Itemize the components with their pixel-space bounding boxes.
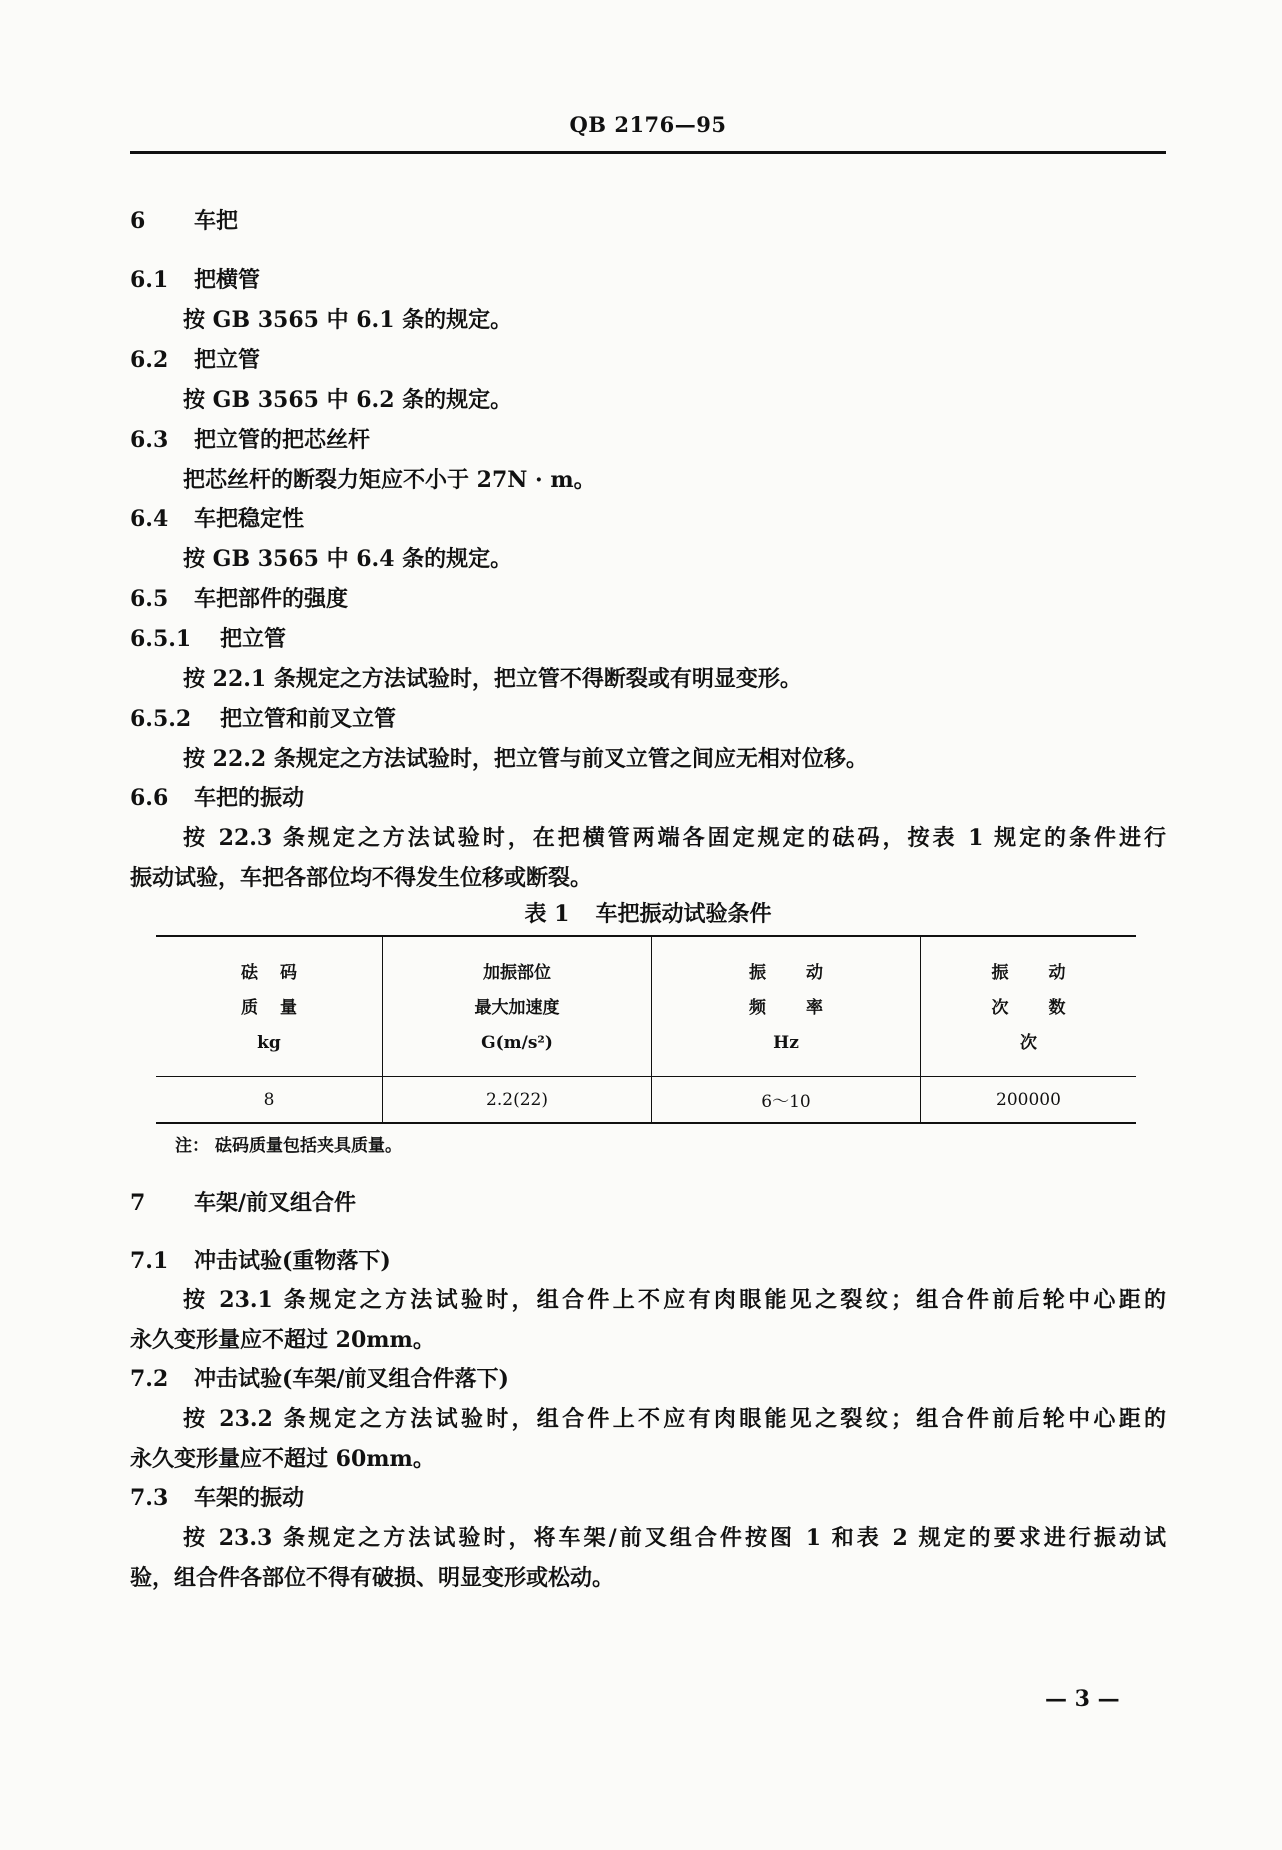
header-cell-acceleration: 加振部位 最大加速度 G(m/s²): [383, 936, 652, 1077]
header-cell-frequency: 振动 频率 Hz: [652, 936, 921, 1077]
section-7-2-heading: 7.2 冲击试验(车架/前叉组合件落下): [130, 1366, 509, 1392]
section-6-5-1-heading: 6.5.1 把立管: [130, 626, 287, 652]
section-6-heading: 6 车把: [130, 208, 239, 234]
section-6-4-text: 按 GB 3565 中 6.4 条的规定。: [183, 546, 513, 572]
section-6-6-text-line-2: 振动试验，车把各部位均不得发生位移或断裂。: [130, 865, 593, 891]
section-7-3-heading: 7.3 车架的振动: [130, 1485, 305, 1511]
section-7-1-heading: 7.1 冲击试验(重物落下): [130, 1248, 391, 1274]
section-6-1-heading: 6.1 把横管: [130, 267, 261, 293]
section-6-5-1-text: 按 22.1 条规定之方法试验时，把立管不得断裂或有明显变形。: [183, 666, 802, 692]
section-6-5-2-text: 按 22.2 条规定之方法试验时，把立管与前叉立管之间应无相对位移。: [183, 746, 868, 772]
cell-cycles-value: 200000: [921, 1077, 1137, 1124]
table-1: [156, 935, 1136, 1124]
cell-frequency-value: 6～10: [652, 1077, 921, 1124]
section-6-5-heading: 6.5 车把部件的强度: [130, 586, 349, 612]
section-6-6-heading: 6.6 车把的振动: [130, 785, 305, 811]
cell-mass-value: 8: [156, 1077, 383, 1124]
section-7-2-text-line-1: 按 23.2 条规定之方法试验时，组合件上不应有肉眼能见之裂纹；组合件前后轮中心距的: [183, 1406, 1166, 1432]
standard-code-header: QB 2176—95: [569, 112, 727, 137]
table-row: [156, 1077, 1136, 1124]
section-7-1-text-line-1: 按 23.1 条规定之方法试验时，组合件上不应有肉眼能见之裂纹；组合件前后轮中心距的: [183, 1287, 1166, 1313]
section-7-2-text-line-2: 永久变形量应不超过 60mm。: [130, 1446, 435, 1472]
table-1-note: 注： 砝码质量包括夹具质量。: [175, 1136, 402, 1156]
section-6-3-text: 把芯丝杆的断裂力矩应不小于 27N · m。: [183, 467, 596, 493]
section-6-2-text: 按 GB 3565 中 6.2 条的规定。: [183, 387, 513, 413]
section-6-2-heading: 6.2 把立管: [130, 347, 261, 373]
header-cell-mass: 砝码 质量 kg: [241, 962, 319, 1053]
section-7-heading: 7 车架/前叉组合件: [130, 1190, 357, 1216]
table-header-row: [156, 936, 1136, 1077]
header-cell-cycles: 振动 次数 次: [921, 936, 1137, 1077]
header-rule: [130, 151, 1166, 154]
section-6-4-heading: 6.4 车把稳定性: [130, 506, 305, 532]
table-1-caption: 表 1 车把振动试验条件: [524, 901, 772, 927]
cell-acceleration-value: 2.2(22): [383, 1077, 652, 1124]
section-7-3-text-line-1: 按 23.3 条规定之方法试验时，将车架/前叉组合件按图 1 和表 2 规定的要求进行振动试: [183, 1525, 1166, 1551]
section-6-5-2-heading: 6.5.2 把立管和前叉立管: [130, 706, 397, 732]
section-6-1-text: 按 GB 3565 中 6.1 条的规定。: [183, 307, 513, 333]
section-7-3-text-line-2: 验，组合件各部位不得有破损、明显变形或松动。: [130, 1565, 615, 1591]
section-7-1-text-line-2: 永久变形量应不超过 20mm。: [130, 1327, 435, 1353]
section-6-6-text-line-1: 按 22.3 条规定之方法试验时，在把横管两端各固定规定的砝码，按表 1 规定的条件进行: [183, 825, 1166, 851]
section-6-3-heading: 6.3 把立管的把芯丝杆: [130, 427, 371, 453]
page-number: — 3 —: [1045, 1686, 1120, 1712]
